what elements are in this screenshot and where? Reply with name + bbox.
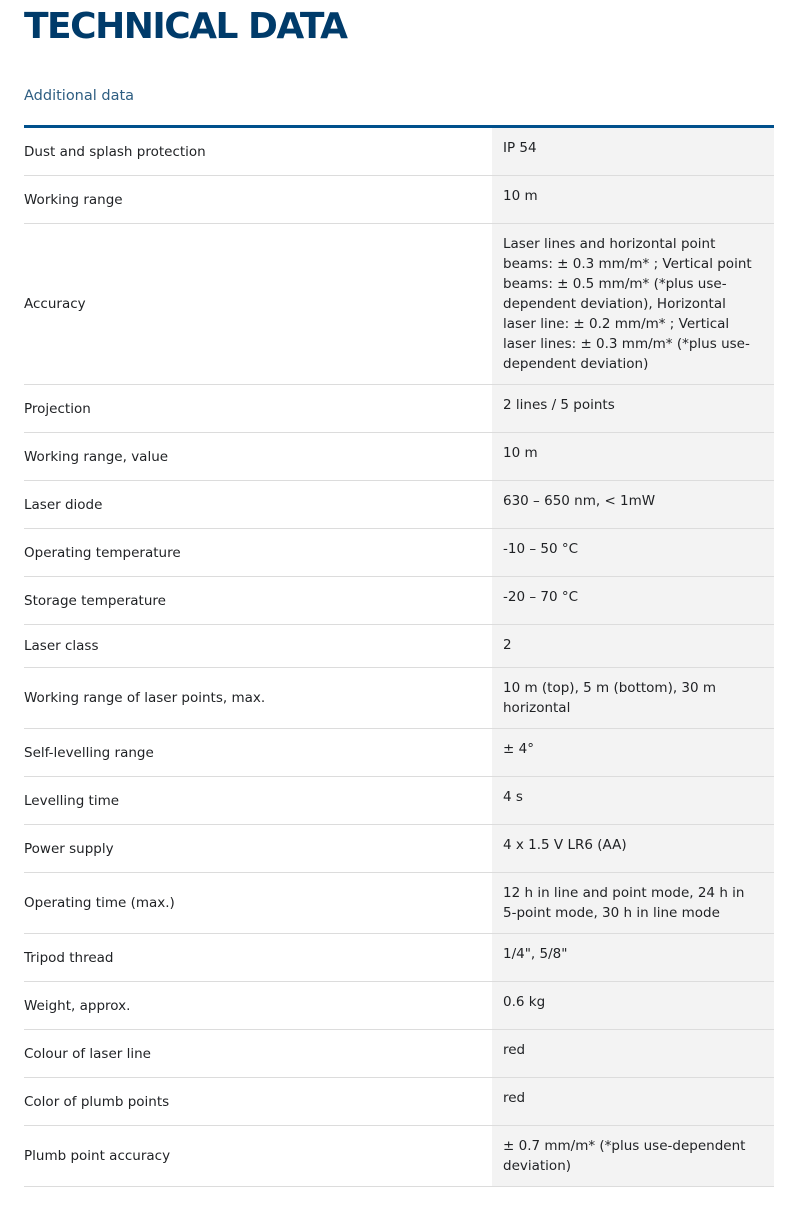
spec-row: [24, 1030, 774, 1078]
spec-row: [24, 128, 774, 176]
spec-label: Tripod thread: [24, 949, 114, 966]
spec-value: -10 – 50 °C: [492, 529, 774, 576]
spec-label: Projection: [24, 400, 91, 417]
spec-value: 2 lines / 5 points: [492, 385, 774, 432]
spec-label: Operating temperature: [24, 544, 181, 561]
spec-row: [24, 481, 774, 529]
spec-label: Laser diode: [24, 496, 103, 513]
spec-row: [24, 1078, 774, 1126]
spec-value: 1/4", 5/8": [492, 934, 774, 981]
spec-label: Accuracy: [24, 296, 86, 312]
spec-value: ± 0.7 mm/m* (*plus use-dependent deviation): [492, 1126, 774, 1186]
spec-row: [24, 385, 774, 433]
spec-row: [24, 224, 774, 385]
spec-value: 2: [492, 625, 774, 667]
spec-row: [24, 433, 774, 481]
spec-label: Self-levelling range: [24, 744, 154, 761]
spec-label: Storage temperature: [24, 592, 166, 609]
spec-label: Operating time (max.): [24, 895, 175, 911]
spec-value: 4 s: [492, 777, 774, 824]
spec-value: 12 h in line and point mode, 24 h in 5-point mode, 30 h in line mode: [492, 873, 774, 933]
spec-label: Power supply: [24, 840, 114, 857]
spec-value: 630 – 650 nm, < 1mW: [492, 481, 774, 528]
spec-row: [24, 668, 774, 729]
spec-label: Levelling time: [24, 792, 120, 809]
spec-value: 4 x 1.5 V LR6 (AA): [492, 825, 774, 872]
technical-data-table: [24, 125, 774, 1187]
spec-label: Laser class: [24, 638, 99, 654]
spec-value: Laser lines and horizontal point beams: ± 0.3 mm/m* ; Vertical point beams: ± 0.5 mm/m* (*plus use-dependent deviation), Horizontal laser line: ± 0.2 mm/m* ; Vertical laser lines: ± 0.3 mm/m* (*plus use-dependent deviation): [492, 224, 774, 384]
spec-row: [24, 982, 774, 1030]
spec-row: [24, 176, 774, 224]
spec-row: [24, 1126, 774, 1187]
spec-label: Dust and splash protection: [24, 143, 206, 160]
spec-label: Colour of laser line: [24, 1045, 151, 1062]
page-title: TECHNICAL DATA: [24, 6, 347, 47]
spec-value: 0.6 kg: [492, 982, 774, 1029]
spec-row: [24, 934, 774, 982]
spec-value: red: [492, 1078, 774, 1125]
spec-label: Working range: [24, 191, 123, 208]
spec-label: Plumb point accuracy: [24, 1148, 171, 1164]
spec-value: 10 m: [492, 433, 774, 480]
spec-label: Working range of laser points, max.: [24, 690, 266, 706]
spec-row: [24, 529, 774, 577]
spec-value: 10 m (top), 5 m (bottom), 30 m horizontal: [492, 668, 774, 728]
spec-label: Working range, value: [24, 448, 169, 465]
spec-row: [24, 825, 774, 873]
spec-row: [24, 625, 774, 668]
spec-row: [24, 577, 774, 625]
spec-value: 10 m: [492, 176, 774, 223]
spec-value: IP 54: [492, 128, 774, 175]
spec-row: [24, 777, 774, 825]
spec-row: [24, 729, 774, 777]
additional-data-tab[interactable]: Additional data: [24, 88, 135, 104]
spec-label: Color of plumb points: [24, 1093, 170, 1110]
spec-value: red: [492, 1030, 774, 1077]
spec-label: Weight, approx.: [24, 997, 131, 1014]
spec-value: -20 – 70 °C: [492, 577, 774, 624]
spec-row: [24, 873, 774, 934]
spec-value: ± 4°: [492, 729, 774, 776]
